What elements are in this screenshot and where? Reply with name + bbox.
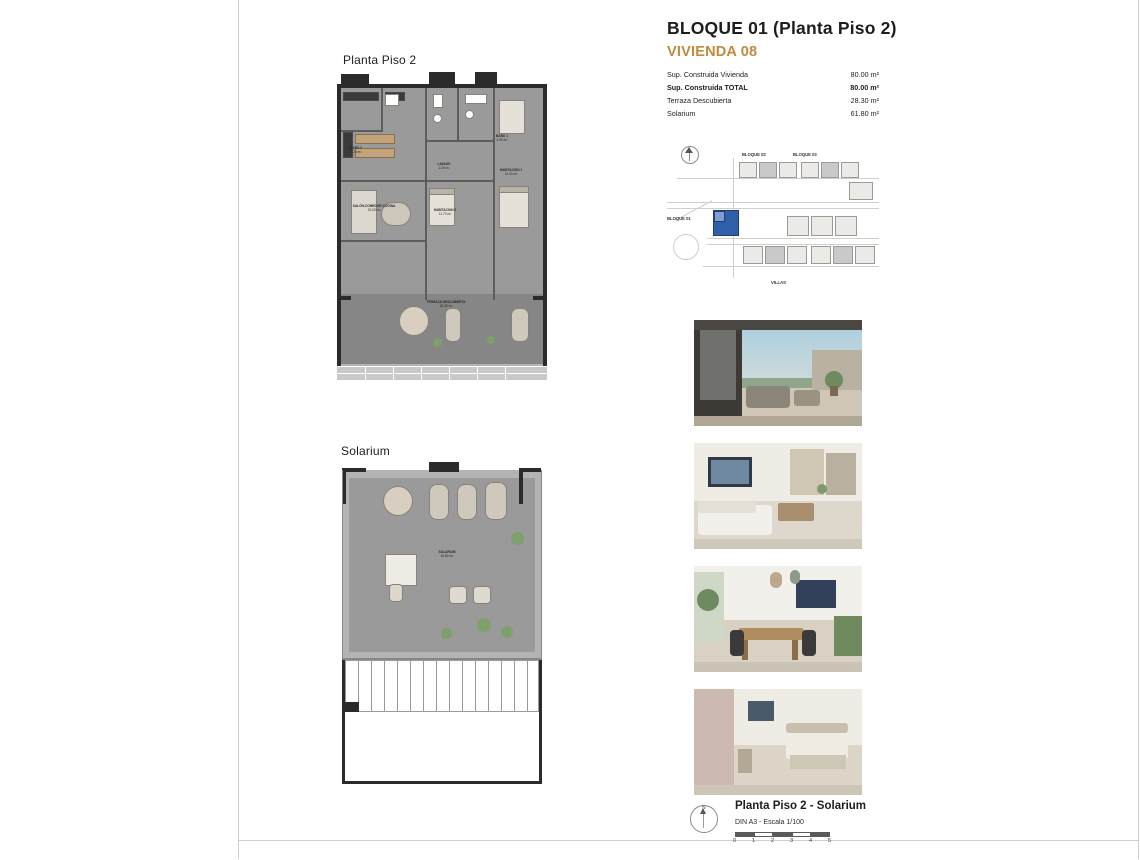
site-map xyxy=(667,138,879,293)
page-title: BLOQUE 01 (Planta Piso 2) xyxy=(667,18,897,38)
room-label-bano2: BAÑO 2 3.20 m² xyxy=(349,146,363,154)
terrace-view-image xyxy=(694,320,862,426)
spec-row: Solarium 61.80 m² xyxy=(667,109,879,118)
scale-tick: 0 xyxy=(733,838,737,844)
spec-table xyxy=(667,68,879,120)
sheet-border-bottom xyxy=(238,840,1139,841)
living-room-image xyxy=(694,443,862,549)
lower-plan-label: Solarium xyxy=(341,444,390,458)
unit-title: VIVIENDA 08 xyxy=(667,44,758,60)
scale-ticks xyxy=(731,838,857,848)
dining-room-render xyxy=(694,566,862,672)
dining-room-image xyxy=(694,566,862,672)
room-label-habitacion2: HABITACION 2 11.70 m² xyxy=(433,208,457,216)
room-label-habitacion1: HABITACION 1 14.00 m² xyxy=(499,168,523,176)
scale-tick: 1 xyxy=(752,838,756,844)
scale-tick: 5 xyxy=(828,838,832,844)
footer-compass-icon: N xyxy=(690,805,718,833)
sitemap-label-bloque03: BLOQUE 03 xyxy=(793,152,817,157)
sitemap-label-bloque01: BLOQUE 01 xyxy=(667,216,691,221)
upper-floor-plan xyxy=(325,70,560,390)
bedroom-render xyxy=(694,689,862,795)
spec-row: Sup. Construida Vivienda 80.00 m² xyxy=(667,70,879,79)
spec-row: Terraza Descubierta 28.30 m² xyxy=(667,96,879,105)
spec-row: Sup. Construida TOTAL 80.00 m² xyxy=(667,83,879,92)
scale-tick: 3 xyxy=(790,838,794,844)
compass-icon xyxy=(681,146,699,164)
footer-title: Planta Piso 2 - Solarium xyxy=(735,800,867,812)
scale-tick: 2 xyxy=(771,838,775,844)
room-label-salon: SALÓN-COMEDOR-COCINA 32.00 m² xyxy=(352,204,396,212)
sitemap-label-bloque02: BLOQUE 02 xyxy=(742,152,766,157)
scale-tick: 4 xyxy=(809,838,813,844)
room-label-bano1: BAÑO 1 4.00 m² xyxy=(495,134,509,142)
living-room-render xyxy=(694,443,862,549)
upper-plan-label: Planta Piso 2 xyxy=(343,53,417,67)
sitemap-label-villas: VILLAS xyxy=(771,280,786,285)
solarium-plan xyxy=(325,458,560,788)
terrace-view-render xyxy=(694,320,862,426)
room-label-lavado: LAVADO 2.20 m² xyxy=(437,162,451,170)
room-label-solarium: SOLARIUM 61.80 m² xyxy=(438,550,456,558)
footer-subtitle: DIN A3 - Escala 1/100 xyxy=(735,819,804,826)
bedroom-image xyxy=(694,689,862,795)
room-label-terraza: TERRAZA DESCUBIERTA 28.30 m² xyxy=(426,300,466,308)
